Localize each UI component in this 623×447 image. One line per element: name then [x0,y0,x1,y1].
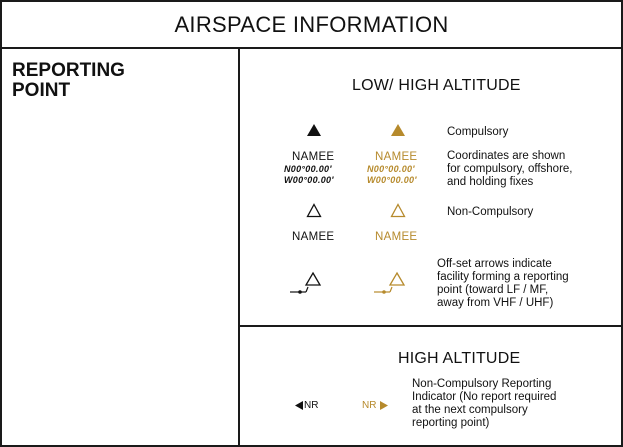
category-title-line-2: POINT [12,80,71,101]
noncompulsory-name-gold: NAMEE [375,231,418,243]
fix-name-black: NAMEE [292,151,335,163]
nr-indicator-black [295,400,318,411]
coordinates-desc-line-2: for compulsory, offshore, [447,163,573,175]
compulsory-triangle-black-icon [306,123,322,137]
offset-desc [437,258,569,310]
compulsory-triangle-gold-icon [390,123,406,137]
nr-indicator-gold [362,400,389,411]
fix-lon-gold: W00°00.00′ [367,175,417,185]
page-title: AIRSPACE INFORMATION [2,2,621,49]
category-column [2,49,240,445]
category-title-line-1: REPORTING [12,60,125,81]
fix-lat-gold: N00°00.00′ [367,164,415,174]
nr-desc-line-1: Non-Compulsory Reporting [412,378,552,390]
nr-label-black: NR [304,400,319,411]
nr-desc-line-3: at the next compulsory [412,404,528,416]
coordinates-desc-line-1: Coordinates are shown [447,150,566,162]
high-altitude-heading: HIGH ALTITUDE [398,350,521,367]
offset-arrow-black-icon [287,270,325,296]
coordinates-desc [447,150,573,189]
fix-lat-black: N00°00.00′ [284,164,332,174]
nr-label-gold: NR [362,400,377,411]
arrow-left-icon [295,401,304,410]
arrow-right-icon [379,401,389,410]
noncompulsory-triangle-black-icon [306,203,322,218]
offset-desc-line-1: Off-set arrows indicate [437,258,552,270]
offset-arrow-gold-icon [371,270,409,296]
category-title [12,61,125,101]
noncompulsory-desc: Non-Compulsory [447,206,534,218]
nr-desc-line-4: reporting point) [412,417,490,429]
compulsory-desc: Compulsory [447,126,509,138]
coordinates-desc-line-3: and holding fixes [447,176,534,188]
offset-desc-line-3: point (toward LF / MF, [437,284,549,296]
offset-desc-line-4: away from VHF / UHF) [437,297,554,309]
nr-desc [412,378,556,430]
noncompulsory-name-black: NAMEE [292,231,335,243]
nr-desc-line-2: Indicator (No report required [412,391,557,403]
offset-desc-line-2: facility forming a reporting [437,271,569,283]
noncompulsory-triangle-gold-icon [390,203,406,218]
fix-lon-black: W00°00.00′ [284,175,334,185]
fix-name-gold: NAMEE [375,151,418,163]
low-high-heading: LOW/ HIGH ALTITUDE [352,77,521,94]
section-divider [240,325,621,327]
